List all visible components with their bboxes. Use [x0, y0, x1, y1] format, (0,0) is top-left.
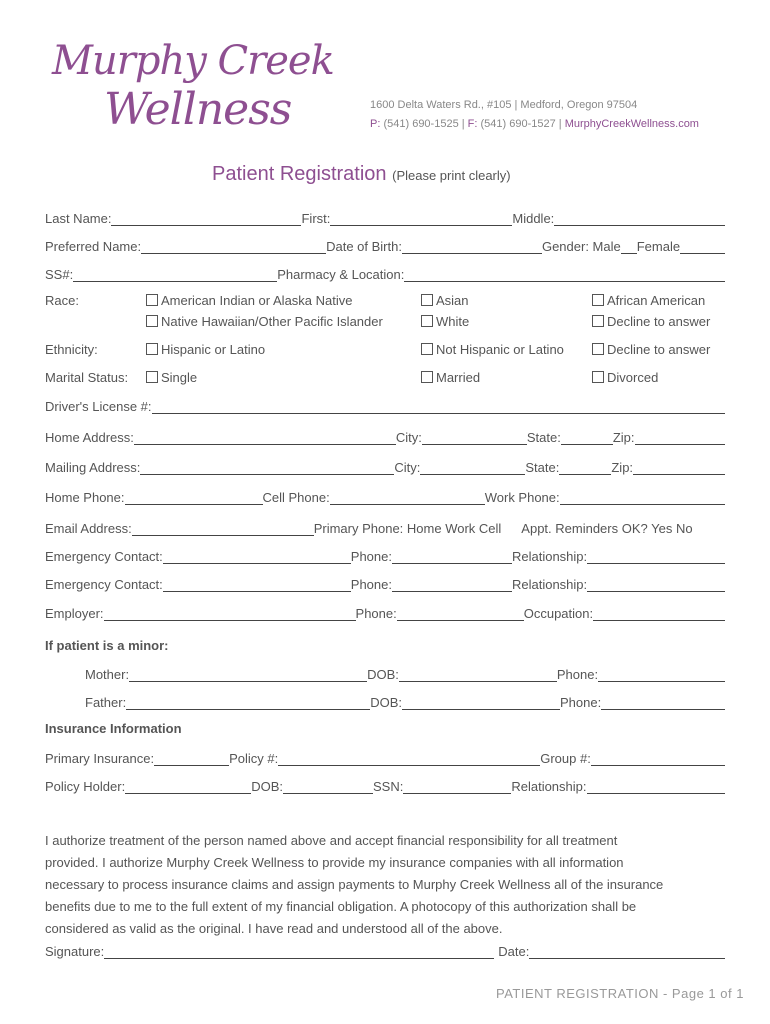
relationship-label: Relationship:: [511, 779, 587, 794]
zip-field[interactable]: [635, 431, 725, 445]
clinic-contact: [370, 118, 699, 130]
authorization-line: necessary to process insurance claims and assign payments to Murphy Creek Wellness all of the insurance: [45, 877, 664, 892]
dob-label: DOB:: [251, 779, 283, 794]
dob-field[interactable]: [402, 240, 542, 254]
preferred-name-label: Preferred Name:: [45, 239, 142, 254]
primary-insurance-field[interactable]: [154, 752, 229, 766]
work-phone-field[interactable]: [560, 491, 725, 505]
emergency-contact-field[interactable]: [163, 578, 351, 592]
phone-field[interactable]: [397, 607, 524, 621]
first-name-label: First:: [301, 211, 331, 226]
employer-label: Employer:: [45, 606, 104, 621]
ss-row: [45, 264, 725, 282]
cell-phone-label: Cell Phone:: [262, 490, 330, 505]
insurance-section-heading: Insurance Information: [45, 721, 182, 736]
ethnicity-option-label: Hispanic or Latino: [161, 342, 266, 357]
policy-holder-row: [45, 776, 725, 794]
authorization-line: I authorize treatment of the person named above and accept financial responsibility for all treatment: [45, 833, 618, 848]
state-label: State:: [525, 460, 560, 475]
employer-row: [45, 603, 725, 621]
phone-field[interactable]: [598, 668, 725, 682]
dob-label: DOB:: [367, 667, 399, 682]
checkbox[interactable]: [592, 371, 604, 383]
mailing-address-row: [45, 457, 725, 475]
marital-option-label: Married: [436, 370, 481, 385]
marital-label: Marital Status:: [45, 370, 129, 385]
dob-field[interactable]: [399, 668, 557, 682]
ethnicity-option-label: Decline to answer: [607, 342, 711, 357]
female-field[interactable]: [680, 240, 725, 254]
father-label: Father:: [85, 695, 127, 710]
logo-line1: Murphy Creek: [52, 38, 334, 84]
emergency-contact-label: Emergency Contact:: [45, 549, 163, 564]
relationship-field[interactable]: [587, 578, 725, 592]
phone-label: Phone:: [355, 606, 397, 621]
father-row: [85, 692, 725, 710]
phone-field[interactable]: [601, 696, 725, 710]
appt-reminders-label: Appt. Reminders OK? Yes No: [521, 521, 693, 536]
marital-option[interactable]: [146, 370, 197, 385]
authorization-line: provided. I authorize Murphy Creek Wellness to provide my insurance companies with all information: [45, 855, 624, 870]
checkbox[interactable]: [421, 294, 433, 306]
male-field[interactable]: [621, 240, 637, 254]
race-option[interactable]: [592, 314, 710, 329]
home-phone-field[interactable]: [125, 491, 263, 505]
ethnicity-option-label: Not Hispanic or Latino: [436, 342, 564, 357]
middle-name-field[interactable]: [554, 212, 725, 226]
checkbox[interactable]: [421, 315, 433, 327]
checkbox[interactable]: [146, 343, 158, 355]
primary-insurance-row: [45, 748, 725, 766]
preferred-name-field[interactable]: [141, 240, 326, 254]
date-field[interactable]: [529, 945, 725, 959]
authorization-text: [45, 830, 735, 940]
phone-label: Phone:: [556, 667, 599, 682]
mother-field[interactable]: [129, 668, 367, 682]
state-field[interactable]: [561, 431, 613, 445]
ethnicity-option[interactable]: [592, 342, 710, 357]
checkbox[interactable]: [421, 371, 433, 383]
marital-option-label: Divorced: [607, 370, 659, 385]
ethnicity-option[interactable]: [146, 342, 265, 357]
minor-section-heading: If patient is a minor:: [45, 638, 169, 653]
home-address-label: Home Address:: [45, 430, 134, 445]
mother-label: Mother:: [85, 667, 130, 682]
race-option[interactable]: [592, 293, 705, 308]
marital-option[interactable]: [421, 370, 480, 385]
home-address-row: [45, 427, 725, 445]
checkbox[interactable]: [421, 343, 433, 355]
city-label: City:: [394, 460, 421, 475]
policy-field[interactable]: [278, 752, 540, 766]
authorization-line: benefits due to me to the full extent of my financial obligation. A photocopy of this authorization shall be: [45, 899, 637, 914]
father-field[interactable]: [126, 696, 370, 710]
checkbox[interactable]: [592, 343, 604, 355]
email-label: Email Address:: [45, 521, 132, 536]
marital-option[interactable]: [592, 370, 658, 385]
policy-label: Policy #:: [229, 751, 279, 766]
group-field[interactable]: [591, 752, 725, 766]
work-phone-label: Work Phone:: [484, 490, 560, 505]
city-field[interactable]: [420, 461, 525, 475]
relationship-field[interactable]: [587, 550, 725, 564]
phone-label: P:: [370, 118, 381, 130]
phone-field[interactable]: [392, 550, 512, 564]
ss-field[interactable]: [73, 268, 277, 282]
group-label: Group #:: [540, 751, 591, 766]
authorization-line: considered as valid as the original. I have read and understood all of the above.: [45, 921, 503, 936]
signature-row: [45, 941, 725, 959]
last-name-label: Last Name:: [45, 211, 112, 226]
website-link[interactable]: MurphyCreekWellness.com: [564, 118, 699, 130]
policy-holder-field[interactable]: [125, 780, 251, 794]
pharmacy-field[interactable]: [404, 268, 725, 282]
phone-field[interactable]: [392, 578, 512, 592]
relationship-field[interactable]: [587, 780, 726, 794]
relationship-label: Relationship:: [511, 577, 588, 592]
logo-line2: Wellness: [104, 84, 292, 135]
fax-label: F:: [467, 118, 478, 130]
policy-holder-label: Policy Holder:: [45, 779, 126, 794]
first-name-field[interactable]: [330, 212, 512, 226]
title-text: Patient Registration: [212, 163, 387, 185]
emergency-contact-row: [45, 574, 725, 592]
emergency-contact-field[interactable]: [163, 550, 351, 564]
checkbox[interactable]: [592, 294, 604, 306]
signature-field[interactable]: [104, 945, 494, 959]
phone-label: Phone:: [559, 695, 602, 710]
checkbox[interactable]: [146, 294, 158, 306]
title-subtitle: (Please print clearly): [392, 168, 511, 183]
race-option-label: Native Hawaiian/Other Pacific Islander: [161, 314, 383, 329]
race-option[interactable]: [421, 314, 469, 329]
zip-field[interactable]: [633, 461, 725, 475]
home-phone-label: Home Phone:: [45, 490, 125, 505]
page-footer: PATIENT REGISTRATION - Page 1 of 1: [496, 986, 744, 1001]
phone-label: Phone:: [350, 549, 392, 564]
ssn-field[interactable]: [403, 780, 511, 794]
race-option-label: American Indian or Alaska Native: [161, 293, 353, 308]
race-option[interactable]: [146, 314, 383, 329]
checkbox[interactable]: [592, 315, 604, 327]
email-field[interactable]: [132, 522, 314, 536]
gender-label: Gender: Male: [541, 239, 621, 254]
last-name-field[interactable]: [111, 212, 301, 226]
dob-field[interactable]: [402, 696, 560, 710]
phone-value: (541) 690-1525 |: [380, 118, 468, 130]
relationship-label: Relationship:: [511, 549, 588, 564]
clinic-address: 1600 Delta Waters Rd., #105 | Medford, Oregon 97504: [370, 99, 638, 111]
ss-label: SS#:: [45, 267, 74, 282]
occupation-label: Occupation:: [523, 606, 594, 621]
race-option-label: African American: [607, 293, 706, 308]
license-row: [45, 396, 725, 414]
ethnicity-label: Ethnicity:: [45, 342, 98, 357]
cell-phone-field[interactable]: [330, 491, 485, 505]
mailing-address-label: Mailing Address:: [45, 460, 141, 475]
zip-label: Zip:: [611, 460, 634, 475]
dob-field[interactable]: [283, 780, 373, 794]
phone-row: [45, 487, 725, 505]
city-field[interactable]: [422, 431, 527, 445]
fax-value: (541) 690-1527 |: [477, 118, 565, 130]
dob-label: Date of Birth:: [326, 239, 402, 254]
checkbox[interactable]: [146, 315, 158, 327]
signature-label: Signature:: [45, 944, 105, 959]
ssn-label: SSN:: [373, 779, 404, 794]
checkbox[interactable]: [146, 371, 158, 383]
occupation-field[interactable]: [593, 607, 725, 621]
email-row: [45, 518, 725, 536]
state-label: State:: [526, 430, 561, 445]
race-option-label: Asian: [436, 293, 469, 308]
zip-label: Zip:: [612, 430, 635, 445]
race-option[interactable]: [421, 293, 469, 308]
race-label: Race:: [45, 293, 79, 308]
race-option-label: White: [436, 314, 470, 329]
primary-phone-label: Primary Phone: Home Work Cell: [313, 521, 502, 536]
employer-field[interactable]: [104, 607, 356, 621]
city-label: City:: [395, 430, 422, 445]
emergency-contact-row: [45, 546, 725, 564]
pharmacy-label: Pharmacy & Location:: [277, 267, 405, 282]
mailing-address-field[interactable]: [140, 461, 394, 475]
preferred-row: [45, 236, 725, 254]
license-field[interactable]: [152, 400, 725, 414]
state-field[interactable]: [559, 461, 611, 475]
emergency-contact-label: Emergency Contact:: [45, 577, 163, 592]
race-option[interactable]: [146, 293, 352, 308]
mother-row: [85, 664, 725, 682]
female-label: Female: [636, 239, 681, 254]
primary-insurance-label: Primary Insurance:: [45, 751, 155, 766]
marital-option-label: Single: [161, 370, 198, 385]
dob-label: DOB:: [370, 695, 402, 710]
middle-name-label: Middle:: [512, 211, 555, 226]
race-option-label: Decline to answer: [607, 314, 711, 329]
name-row: [45, 208, 725, 226]
license-label: Driver's License #:: [45, 399, 152, 414]
phone-label: Phone:: [350, 577, 392, 592]
page-title: [212, 163, 511, 186]
date-label: Date:: [498, 944, 530, 959]
ethnicity-option[interactable]: [421, 342, 564, 357]
home-address-field[interactable]: [134, 431, 396, 445]
